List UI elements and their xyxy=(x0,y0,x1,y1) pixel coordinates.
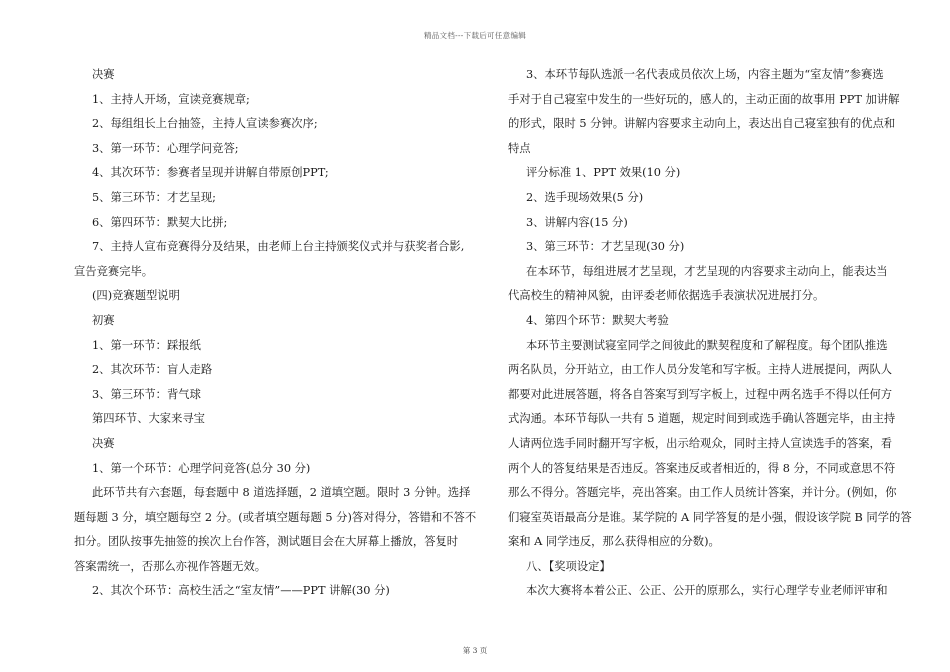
text-line: 那么不得分。答题完毕，亮出答案。由工作人员统计答案，并计分。(例如，你 xyxy=(508,486,897,500)
text-line: 本环节主要测试寝室同学之间彼此的默契程度和了解程度。每个团队推选 xyxy=(526,338,888,352)
text-line: 题每题 3 分，填空题每空 2 分。(或者填空题每题 5 分)答对得分，答错和不答不 xyxy=(74,510,477,524)
text-line: 两个人的答复结果是否违反。答案违反或者相近的，得 8 分，不同或意思不符 xyxy=(508,461,896,475)
text-line: 4、其次环节：参赛者呈现并讲解自带原创PPT; xyxy=(92,166,329,180)
text-line: 4、第四个环节：默契大考验 xyxy=(526,313,669,327)
text-line: 5、第三环节：才艺呈现; xyxy=(92,190,216,204)
text-line: 初赛 xyxy=(92,313,115,327)
text-line: 手对于自己寝室中发生的一些好玩的，感人的，主动正面的故事用 PPT 加讲解 xyxy=(508,92,900,106)
text-line: 3、第三环节：背气球 xyxy=(92,387,201,401)
text-line: 第四环节、大家来寻宝 xyxy=(92,412,205,426)
text-line: 2、其次环节：盲人走路 xyxy=(92,363,213,377)
text-line: 决赛 xyxy=(92,436,115,450)
text-line: 都要对此进展答题，将各自答案写到写字板上，过程中两名选手不得以任何方 xyxy=(508,387,893,401)
text-line: 宣告竞赛完毕。 xyxy=(74,264,154,278)
text-line: 式沟通。本环节每队一共有 5 道题，规定时间到或选手确认答题完毕，由主持 xyxy=(508,412,896,426)
text-line: 案和 A 同学违反，那么获得相应的分数)。 xyxy=(508,535,720,549)
text-line: 扣分。团队按事先抽签的挨次上台作答，测试题目会在大屏幕上播放，答复时 xyxy=(74,535,459,549)
text-line: 八、【奖项设定】 xyxy=(526,559,611,573)
text-line: 1、第一个环节：心理学问竞答(总分 30 分) xyxy=(92,461,311,475)
text-line: 们寝室英语最高分是谁。某学院的 A 同学答复的是小强，假设该学院 B 同学的答 xyxy=(508,510,912,524)
text-line: 1、主持人开场，宣读竞赛规章; xyxy=(92,92,250,106)
page-number: 第 3 页 xyxy=(462,646,488,655)
left-column xyxy=(74,63,476,604)
text-line: 2、每组组长上台抽签，主持人宣读参赛次序; xyxy=(92,117,318,131)
text-line: 7、主持人宣布竞赛得分及结果，由老师上台主持颁奖仪式并与获奖者合影, xyxy=(92,240,465,254)
text-line: 3、第一环节：心理学问竞答; xyxy=(92,141,239,155)
text-line: 评分标准 1、PPT 效果(10 分) xyxy=(526,166,681,180)
text-line: 3、第三环节：才艺呈现(30 分) xyxy=(526,240,685,254)
text-line: 3、讲解内容(15 分) xyxy=(526,215,628,229)
text-line: 决赛 xyxy=(92,68,115,81)
text-line: 特点 xyxy=(508,141,531,155)
text-line: 人请两位选手同时翻开写字板，出示给观众，同时主持人宣读选手的答案，看 xyxy=(508,436,893,450)
text-line: 2、其次个环节：高校生活之“室友情”——PPT 讲解(30 分) xyxy=(92,584,390,598)
text-line: (四)竞赛题型说明 xyxy=(92,289,180,303)
page-header: 精品文档---下载后可任意编辑 xyxy=(423,31,527,40)
text-line: 6、第四环节：默契大比拼; xyxy=(92,215,228,229)
text-line: 代高校生的精神风貌，由评委老师依据选手表演状况进展打分。 xyxy=(508,289,825,303)
text-line: 两名队员，分开站立，由工作人员分发笔和写字板。主持人进展提问，两队人 xyxy=(508,363,893,377)
text-line: 3、本环节每队选派一名代表成员依次上场，内容主题为“室友情”参赛选 xyxy=(526,68,884,81)
text-line: 1、第一环节：踩报纸 xyxy=(92,338,201,352)
right-column xyxy=(508,63,912,604)
text-line: 本次大赛将本着公正、公正、公开的原那么，实行心理学专业老师评审和 xyxy=(526,584,888,598)
text-line: 此环节共有六套题，每套题中 8 道选择题，2 道填空题。限时 3 分钟。选择 xyxy=(92,486,471,500)
text-line: 在本环节，每组进展才艺呈现，才艺呈现的内容要求主动向上，能表达当 xyxy=(526,264,888,278)
text-line: 2、选手现场效果(5 分) xyxy=(526,190,644,204)
text-line: 答案需统一，否那么亦视作答题无效。 xyxy=(74,559,267,573)
text-line: 的形式，限时 5 分钟。讲解内容要求主动向上，表达出自己寝室独有的优点和 xyxy=(508,117,896,131)
